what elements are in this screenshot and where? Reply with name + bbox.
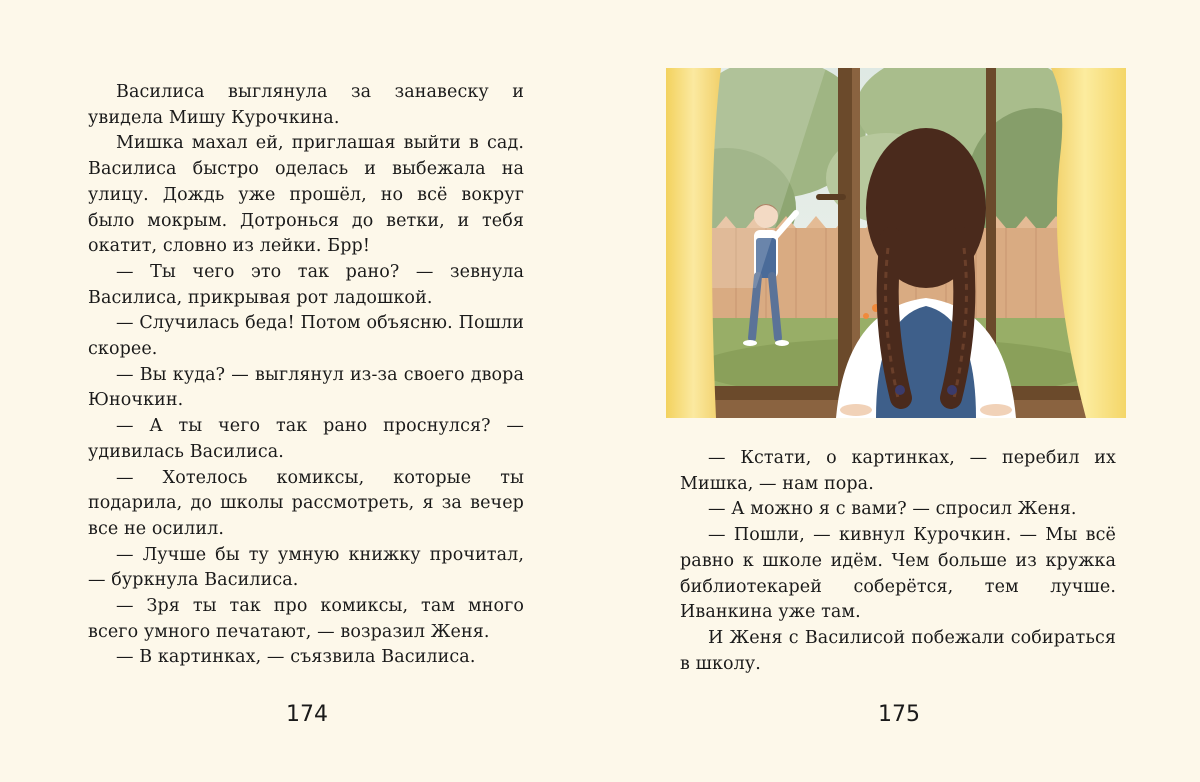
paragraph: — Пошли, — кивнул Курочкин. — Мы всё равно к школе идём. Чем больше из кружка библиотекарей соберётся, тем лучше. Иванкина уже там. bbox=[680, 525, 1116, 623]
paragraph: — Лучше бы ту умную книжку прочитал, — буркнула Василиса. bbox=[88, 544, 524, 591]
paragraph: — Случилась беда! Потом объясню. Пошли скорее. bbox=[88, 313, 524, 360]
paragraph: И Женя с Василисой побежали собираться в школу. bbox=[680, 627, 1116, 674]
window-illustration bbox=[666, 68, 1126, 418]
page-number-left: 174 bbox=[286, 702, 328, 727]
right-page-text bbox=[680, 446, 1116, 677]
paragraph: — Кстати, о картинках, — перебил их Мишка, — нам пора. bbox=[680, 448, 1116, 494]
paragraph: Мишка махал ей, приглашая выйти в сад. Василиса быстро оделась и выбежала на улицу. Дождь уже прошёл, но всё вокруг было мокрым. Дотронься до ветки, и тебя окатит, словно из лейки. Брр! bbox=[88, 133, 524, 257]
paragraph: — Вы куда? — выглянул из-за своего двора Юночкин. bbox=[88, 364, 524, 411]
paragraph: — Хотелось комиксы, которые ты подарила, до школы рассмотреть, я за вечер все не осилил. bbox=[88, 467, 524, 539]
paragraph: — А можно я с вами? — спросил Женя. bbox=[708, 499, 1077, 520]
paragraph: — В картинках, — съязвила Василиса. bbox=[116, 647, 476, 668]
page-number-right: 175 bbox=[878, 702, 920, 727]
paragraph: Василиса выглянула за занавеску и увидела Мишу Курочкина. bbox=[88, 82, 524, 128]
paragraph: — Зря ты так про комиксы, там много всего умного печатают, — возразил Женя. bbox=[88, 596, 524, 642]
left-page-text bbox=[88, 80, 524, 671]
illustration-svg bbox=[666, 68, 1126, 418]
paragraph: — Ты чего это так рано? — зевнула Василиса, прикрывая рот ладошкой. bbox=[88, 261, 524, 308]
paragraph: — А ты чего так рано проснулся? — удивилась Василиса. bbox=[88, 416, 524, 462]
